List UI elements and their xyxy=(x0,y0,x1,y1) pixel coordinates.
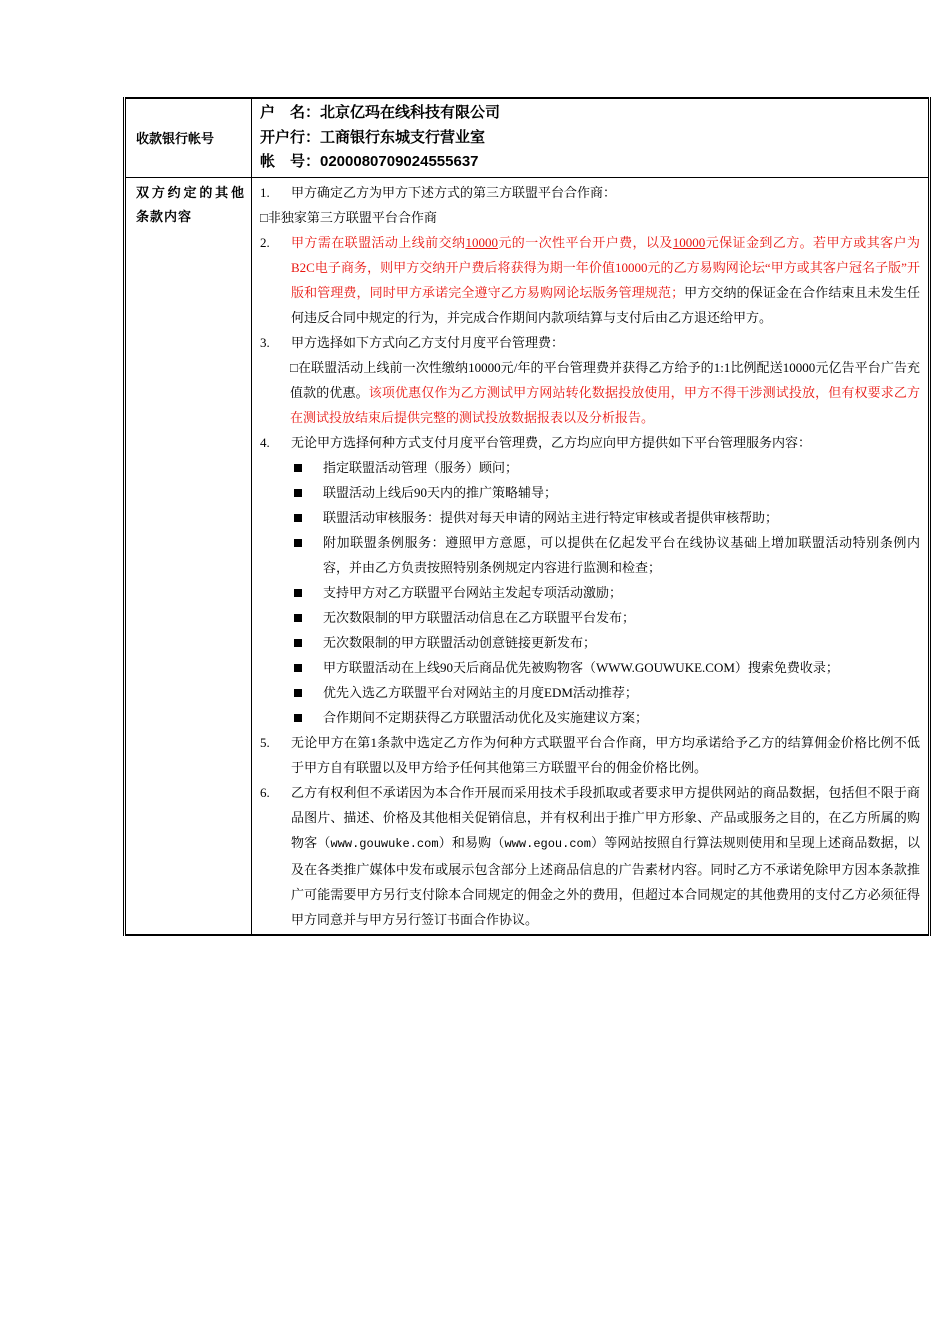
contract-table xyxy=(123,97,931,936)
term-2-red-text-a: 甲方需在联盟活动上线前交纳 xyxy=(291,234,466,250)
term-number: 5. xyxy=(260,734,270,750)
term-2-amount-2: 10000 xyxy=(672,234,706,250)
bank-label: 收款银行帐号 xyxy=(125,98,252,177)
bullet-square-icon xyxy=(294,664,302,672)
list-item-text: 联盟活动上线后90天内的推广策略辅导； xyxy=(323,484,558,500)
bullet-square-icon xyxy=(294,464,302,472)
list-item xyxy=(260,605,920,630)
term-number: 1. xyxy=(260,184,270,200)
list-item xyxy=(260,580,920,605)
term-text: 甲方选择如下方式向乙方支付月度平台管理费： xyxy=(291,334,565,350)
list-item-text: 合作期间不定期获得乙方联盟活动优化及实施建议方案； xyxy=(323,709,649,725)
bank-info xyxy=(252,98,930,177)
list-item-text: 无次数限制的甲方联盟活动信息在乙方联盟平台发布； xyxy=(323,609,636,625)
bank-row xyxy=(125,98,930,177)
account-name: 户 名：北京亿玛在线科技有限公司 xyxy=(260,104,501,121)
bullet-square-icon xyxy=(294,514,302,522)
term-text: 无论甲方在第1条款中选定乙方作为何种方式联盟平台合作商，甲方均承诺给予乙方的结算佣金价格比例不低于甲方自有联盟以及甲方给予任何其他第三方联盟平台的佣金价格比例。 xyxy=(291,734,920,775)
list-item xyxy=(260,705,920,730)
bullet-square-icon xyxy=(294,614,302,622)
bullet-square-icon xyxy=(294,539,302,547)
account-number: 帐 号：0200080709024555637 xyxy=(260,153,479,170)
list-item-text: 无次数限制的甲方联盟活动创意链接更新发布； xyxy=(323,634,597,650)
list-item xyxy=(260,655,920,680)
term-item-5 xyxy=(260,730,920,780)
list-item xyxy=(260,480,920,505)
term-item-4 xyxy=(260,430,920,455)
term-6-text-c: ）等网站按照自行算法规则使用和呈现上述商品数据，以及在各类推广媒体中发布或展示包含部分上述商品信息的广告素材内容。同时乙方不承诺免除甲方因本条款推广可能需要甲方另行支付除本合同规定的佣金之外的费用，但超过本合同规定的其他费用的支付乙方必须征得甲方同意并与甲方另行签订书面合作协议。 xyxy=(291,834,920,927)
list-item xyxy=(260,505,920,530)
terms-label: 双方约定的其他条款内容 xyxy=(125,177,252,935)
term-6-text-a: 乙方有权利但不承诺因为本合作开展而采用技术手段抓取或者要求甲方提供网站的商品数据，包括但不限于商品图片、描述、价格及其他相关促销信息，并有权利出于推广甲方形象、产品或服务之目的，在乙方所属的购物客（ xyxy=(291,784,920,850)
list-item xyxy=(260,630,920,655)
egou-site: www.egou.com xyxy=(504,836,591,851)
bullet-square-icon xyxy=(294,489,302,497)
term-2-amount-1: 10000 xyxy=(465,234,498,250)
term-item-6 xyxy=(260,780,920,932)
term-6-text-b: ）和易购（ xyxy=(438,834,505,850)
term-item-1 xyxy=(260,180,920,205)
list-item xyxy=(260,455,920,480)
bullet-square-icon xyxy=(294,689,302,697)
term-1-option: □非独家第三方联盟平台合作商 xyxy=(260,209,437,225)
list-item xyxy=(260,530,920,580)
bullet-square-icon xyxy=(294,714,302,722)
list-item xyxy=(260,680,920,705)
term-2-red-text-b: 元的一次性平台开户费，以及 xyxy=(497,234,673,250)
term-number: 6. xyxy=(260,784,270,800)
terms-content xyxy=(252,177,930,935)
term-item-3 xyxy=(260,330,920,355)
term-2-text: 甲方交纳的保证金在合作结束且未发生任何违反合同中规定的行为，并完成合作期间内款项结算与支付后由乙方退还给甲方。 xyxy=(291,284,920,325)
term-2-red-text-c: 元保证金到乙方。若甲方或其客户为B2C电子商务，则甲方交纳开户费后将获得为期一年价值10000元的乙方易购网论坛“甲方或其客户冠名子版”开版和管理费，同时甲方承诺完全遵守乙方易购网论坛版务管理规范； xyxy=(291,234,920,300)
bank-branch: 开户行：工商银行东城支行营业室 xyxy=(260,128,486,146)
list-item-text: 支持甲方对乙方联盟平台网站主发起专项活动激励； xyxy=(323,584,623,600)
term-text: 无论甲方选择何种方式支付月度平台管理费，乙方均应向甲方提供如下平台管理服务内容： xyxy=(291,434,812,450)
term-3-option xyxy=(260,355,920,430)
list-item-text: 附加联盟条例服务：遵照甲方意愿，可以提供在亿起发平台在线协议基础上增加联盟活动特别条例内容，并由乙方负责按照特别条例规定内容进行监测和检查； xyxy=(323,534,920,575)
list-item-text: 指定联盟活动管理（服务）顾问； xyxy=(323,459,519,475)
list-item-text: 优先入选乙方联盟平台对网站主的月度EDM活动推荐； xyxy=(323,684,638,700)
term-3-option-red: 该项优惠仅作为乙方测试甲方网站转化数据投放使用，甲方不得干涉测试投放，但有权要求乙方在测试投放结束后提供完整的测试投放数据报表以及分析报告。 xyxy=(290,384,920,425)
term-number: 2. xyxy=(260,234,270,250)
bullet-square-icon xyxy=(294,639,302,647)
term-number: 3. xyxy=(260,334,270,350)
term-text xyxy=(291,780,920,932)
term-text: 甲方确定乙方为甲方下述方式的第三方联盟平台合作商： xyxy=(291,184,617,200)
term-text xyxy=(291,230,920,330)
terms-row xyxy=(125,177,930,935)
bullet-square-icon xyxy=(294,589,302,597)
term-number: 4. xyxy=(260,434,270,450)
list-item-text: 甲方联盟活动在上线90天后商品优先被购物客（WWW.GOUWUKE.COM）搜索免费收录； xyxy=(323,659,839,675)
gouwuke-site: www.gouwuke.com xyxy=(330,836,439,851)
term-item-2 xyxy=(260,230,920,330)
service-list xyxy=(260,455,920,730)
term-3-option-text: □在联盟活动上线前一次性缴纳10000元/年的平台管理费并获得乙方给予的1:1比例配送10000元亿告平台广告充值款的优惠。 xyxy=(290,359,920,400)
list-item-text: 联盟活动审核服务：提供对每天申请的网站主进行特定审核或者提供审核帮助； xyxy=(323,509,779,525)
